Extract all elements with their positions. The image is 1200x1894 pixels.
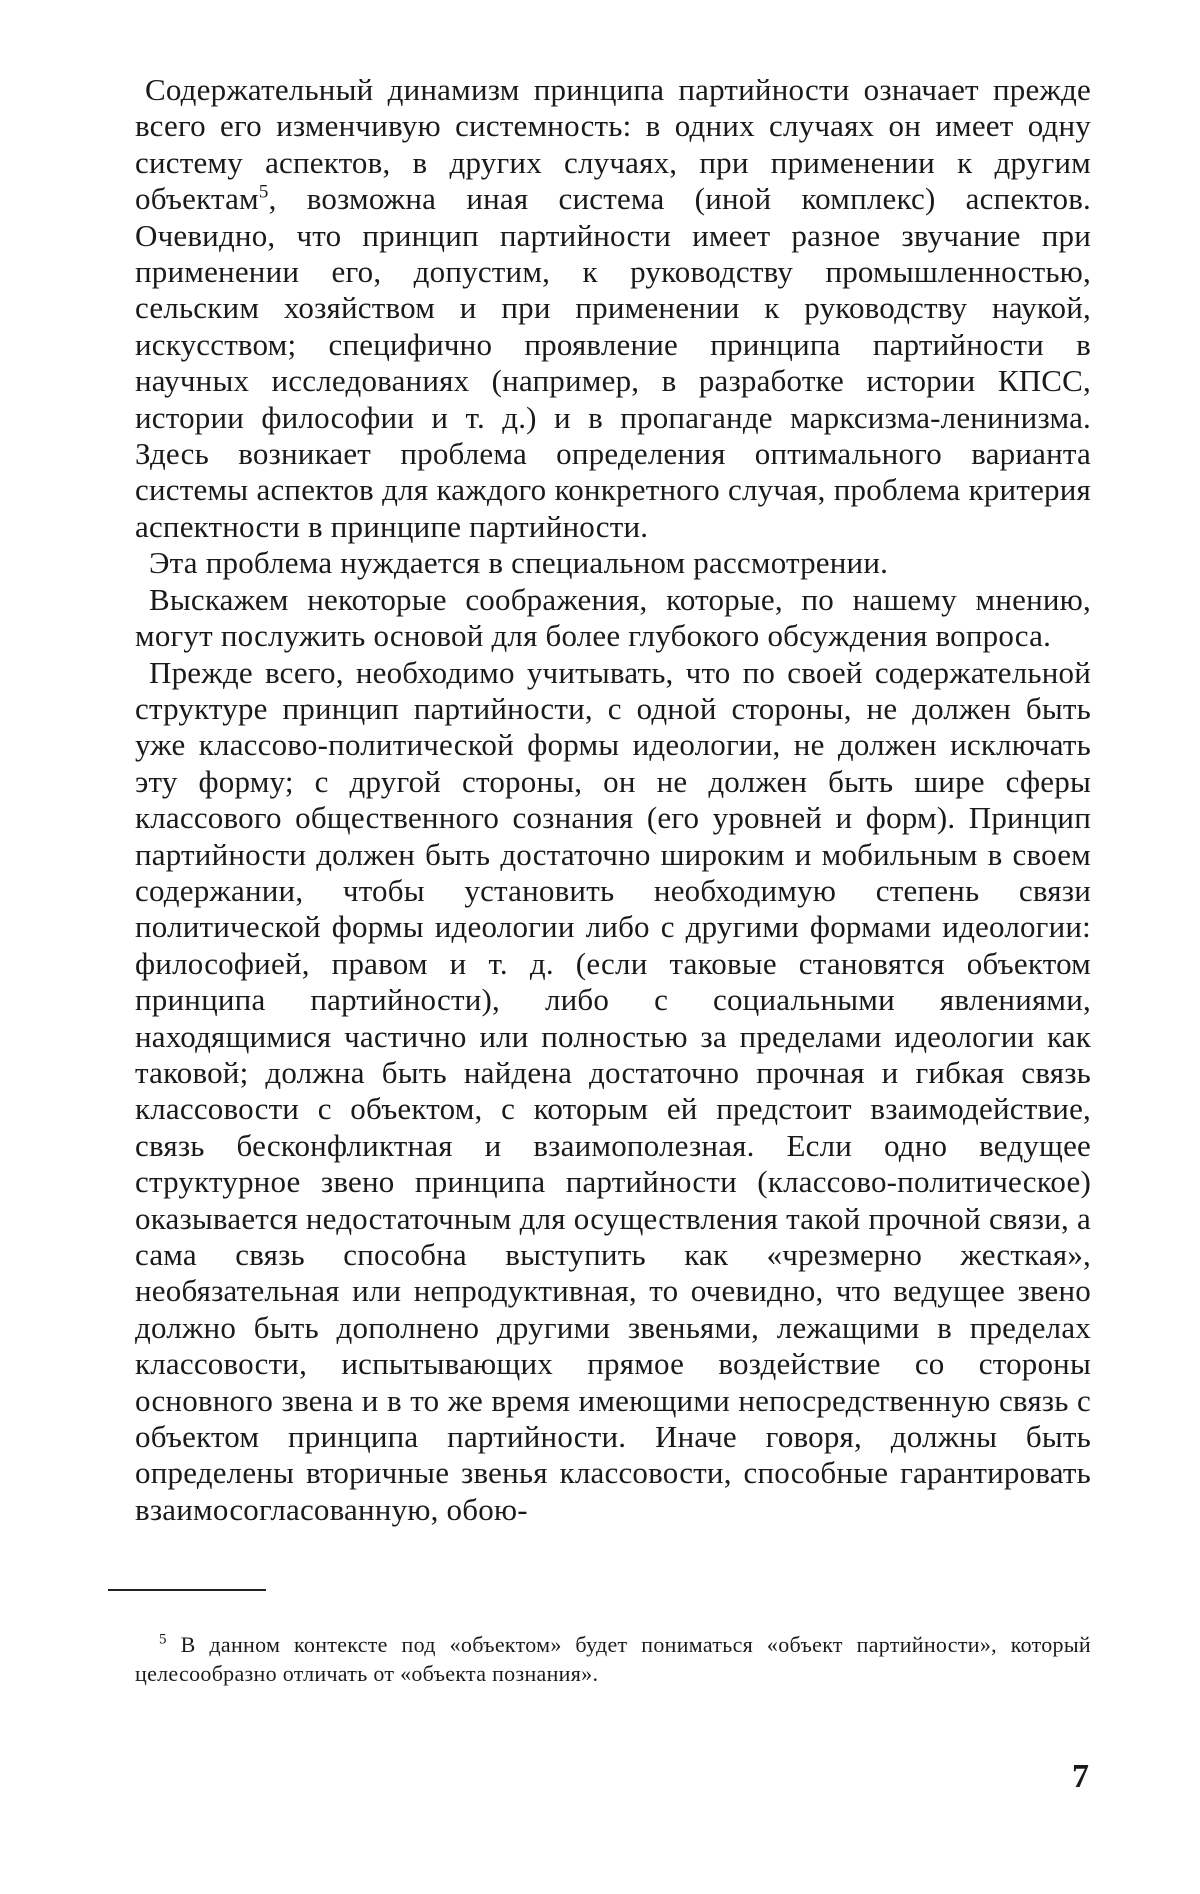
footnote — [135, 1630, 1091, 1688]
paragraph-2: Эта проблема нуждается в специальном рассмотрении. — [149, 545, 889, 581]
paragraph-3: Выскажем некоторые соображения, которые, по нашему мнению, могут послужить основой для более глубокого обсуждения вопроса. — [135, 581, 1091, 654]
footnote-mark: 5 — [159, 1631, 167, 1648]
footnote-text: В данном контексте под «объектом» будет пониматься «объект партийности», который целесообразно отличать от «объекта познания». — [135, 1632, 1091, 1686]
footnote-reference: 5 — [258, 181, 269, 203]
main-text — [135, 72, 1091, 1528]
page-number: 7 — [1072, 1758, 1089, 1795]
paragraph-1-text-a: Содержательный динамизм принципа партийности означает прежде всего его изменчивую системность: в одних случаях он имеет одну систему аспектов, в других случаях, при применении к другим объектам — [135, 72, 1091, 217]
paragraph-1-text-b: , возможна иная система (иной комплекс) аспектов. Очевидно, что принцип партийности имеет разное звучание при применении его, допустим, к руководству промышленностью, сельским хозяйством и при применении к руководству наукой, искусством; специфично проявление принципа партийности в научных исследованиях (например, в разработке истории КПСС, истории философии и т. д.) и в пропаганде марксизма-ленинизма. Здесь возникает проблема определения оптимального варианта системы аспектов для каждого конкретного случая, проблема критерия аспектности в принципе партийности. — [135, 181, 1091, 544]
paragraph-4: Прежде всего, необходимо учитывать, что по своей содержательной структуре принцип партийности, с одной стороны, не должен быть уже классово-политической формы идеологии, не должен исключать эту форму; с другой стороны, он не должен быть шире сферы классового общественного сознания (его уровней и форм). Принцип партийности должен быть достаточно широким и мобильным в своем содержании, чтобы установить необходимую степень связи политической формы идеологии либо с другими формами идеологии: философией, правом и т. д. (если таковые становятся объектом принципа партийности), либо с социальными явлениями, находящимися частично или полностью за пределами идеологии как таковой; должна быть найдена достаточно прочная и гибкая связь классовости с объектом, с которым ей предстоит взаимодействие, связь бесконфликтная и взаимополезная. Если одно ведущее структурное звено принципа партийности (классово-политическое) оказывается недостаточным для осуществления такой прочной связи, а сама связь способна выступить как «чрезмерно жесткая», необязательная или непродуктивная, то очевидно, что ведущее звено должно быть дополнено другими звеньями, лежащими в пределах классовости, испытывающих прямое воздействие со стороны основного звена и в то же время имеющими непосредственную связь с объектом принципа партийности. Иначе говоря, должны быть определены вторичные звенья классовости, способные гарантировать взаимосогласованную, обою- — [135, 654, 1091, 1527]
paragraph-1 — [135, 72, 1091, 545]
footnote-separator — [108, 1589, 266, 1591]
